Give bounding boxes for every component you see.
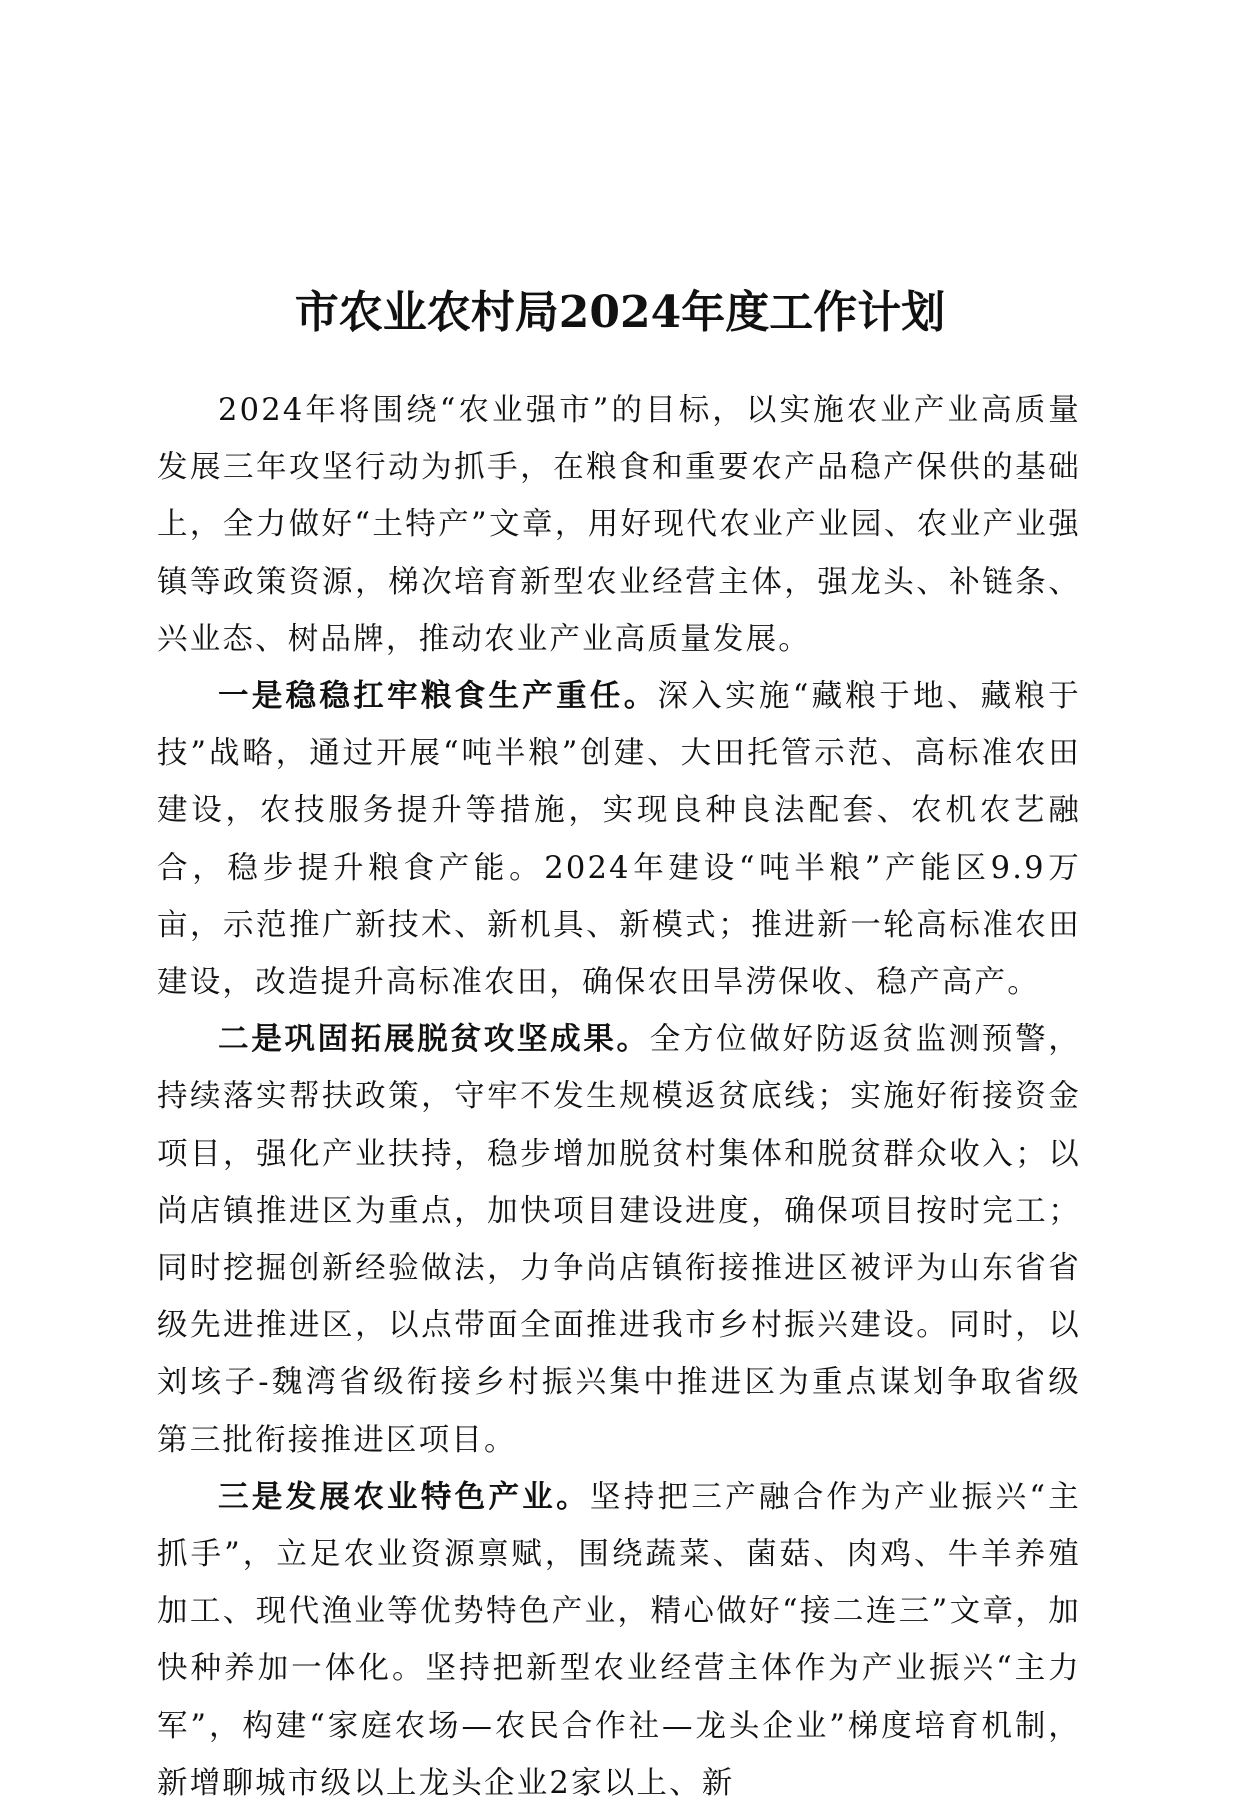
paragraph-text: 全方位做好防返贫监测预警，持续落实帮扶政策，守牢不发生规模返贫底线；实施好衔接资金项目，强化产业扶持，稳步增加脱贫村集体和脱贫群众收入；以尚店镇推进区为重点，加快项目建设进度，确保项目按时完工；同时挖掘创新经验做法，力争尚店镇衔接推进区被评为山东省省级先进推进区，以点带面全面推进我市乡村振兴建设。同时，以刘垓子-魏湾省级衔接乡村振兴集中推进区为重点谋划争取省级第三批衔接推进区项目。 — [157, 1022, 1081, 1458]
paragraph-text: 坚持把三产融合作为产业振兴“主抓手”，立足农业资源禀赋，围绕蔬菜、菌菇、肉鸡、牛羊养殖加工、现代渔业等优势特色产业，精心做好“接二连三”文章，加快种养加一体化。坚持把新型农业经营主体作为产业振兴“主力军”，构建“家庭农场—农民合作社—龙头企业”梯度培育机制，新增聊城市级以上龙头企业2家以上、新 — [157, 1479, 1081, 1801]
document-title: 市农业农村局2024年度工作计划 — [294, 287, 946, 339]
poverty-alleviation-paragraph — [157, 1011, 1081, 1469]
grain-production-paragraph — [157, 668, 1081, 1011]
paragraph-text: 2024年将围绕“农业强市”的目标，以实施农业产业高质量发展三年攻坚行动为抓手，在粮食和重要农产品稳产保供的基础上，全力做好“土特产”文章，用好现代农业产业园、农业产业强镇等政策资源，梯次培育新型农业经营主体，强龙头、补链条、兴业态、树品牌，推动农业产业高质量发展。 — [157, 393, 1081, 657]
intro-paragraph — [157, 382, 1081, 668]
paragraph-lead: 三是发展农业特色产业。 — [218, 1478, 590, 1515]
specialty-industry-paragraph — [157, 1469, 1081, 1812]
paragraph-lead: 二是巩固拓展脱贫攻坚成果。 — [218, 1021, 650, 1058]
document-body — [157, 382, 1081, 1812]
paragraph-text: 深入实施“藏粮于地、藏粮于技”战略，通过开展“吨半粮”创建、大田托管示范、高标准农田建设，农技服务提升等措施，实现良种良法配套、农机农艺融合，稳步提升粮食产能。2024年建设“吨半粮”产能区9.9万亩，示范推广新技术、新机具、新模式；推进新一轮高标准农田建设，改造提升高标准农田，确保农田旱涝保收、稳产高产。 — [157, 679, 1081, 1001]
paragraph-lead: 一是稳稳扛牢粮食生产重任。 — [218, 678, 658, 715]
